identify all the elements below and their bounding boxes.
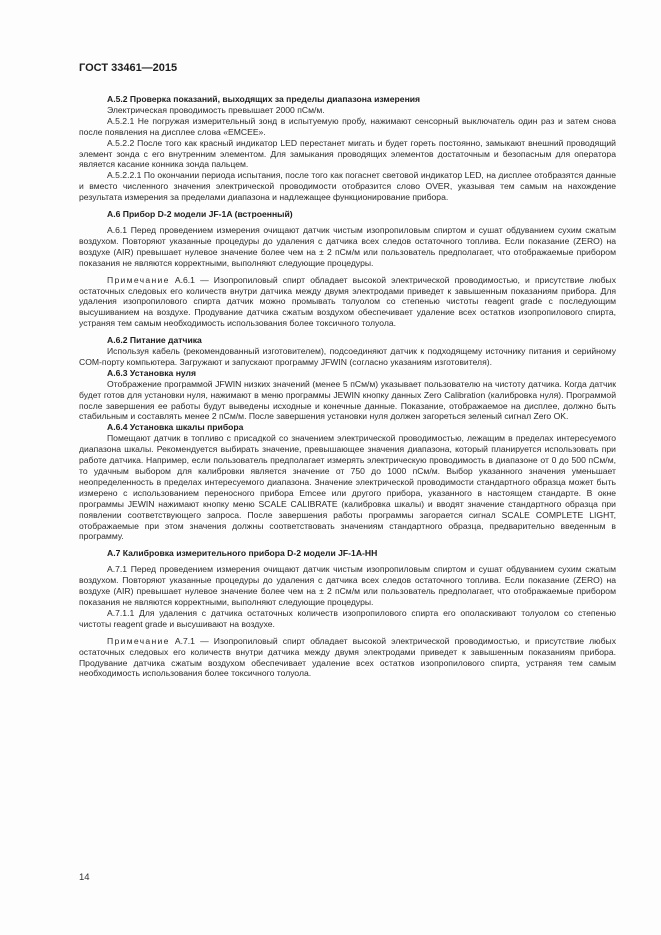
note	[79, 636, 616, 680]
note-label: Примечание	[107, 635, 170, 646]
document-header: ГОСТ 33461—2015	[79, 62, 178, 74]
note-label: Примечание	[107, 274, 170, 285]
note-text: А.6.1 — Изопропиловый спирт обладает высокой электрической проводимостью, и присутствие любых остаточных следовых его количеств внутри датчика между двумя электродами приведет к завышенным показаниям прибора. Для удаления изопропилового спирта датчик можно промывать толуолом со степенью чистоты reagent grade с последующим высушиванием на воздухе. Продувание датчика сжатым воздухом обеспечивает удаление всех остатков изопропилового спирта, устраняя тем самым необходимость использования более токсичного толуола.	[79, 274, 616, 329]
section-a62-heading: А.6.2 Питание датчика	[107, 335, 202, 346]
paragraph: Помещают датчик в топливо с присадкой со значением электрической проводимостью, лежащим в пределах интересуемого диапазона шкалы. Рекомендуется выбирать значение, превышающее значения диапазона, который планируется использовать при работе датчика. Например, если пользователь предполагает измерять электрическую проводимость в диапазоне от 0 до 500 пСм/м, то удачным выбором для калибровки является значение от 750 до 1000 пСм/м. Выбор указанного значения уменьшает неопределенность в пределах интересуемого диапазона. Значение электрической проводимости стандартного образца может быть измерено с использованием переносного прибора Emcee или другого прибора, указанного в настоящем стандарте. В окне программы JEWIN нажимают кнопку меню SCALE CALIBRATE (калибровка шкалы) и вводят значение стандартного образца при появлении соответствующего запроса. После завершения работы программы загорается сигнал SCALE COMPLETE LIGHT, отображаемые при этом значения должны соответствовать значениям стандартного образца, предварительно введенным в программу.	[79, 433, 616, 542]
paragraph: Электрическая проводимость превышает 2000 пСм/м.	[107, 104, 325, 115]
paragraph: А.7.1.1 Для удаления с датчика остаточных количеств изопропилового спирта его ополаскивают толуолом со степенью чистоты reagent grade и высушивают на воздухе.	[79, 607, 616, 629]
paragraph: А.7.1 Перед проведением измерения очищают датчик чистым изопропиловым спиртом и сушат обдуванием сухим сжатым воздухом. Повторяют указанные процедуры до удаления с датчика всех следов остаточного топлива. Если показание (ZERO) на воздухе (AIR) превышает нулевое значение более чем на ± 2 пСм/м или пользователь предполагает, что отображаемые прибором показания не являются корректными, выполняют следующие процедуры.	[79, 564, 616, 607]
section-a63-heading: А.6.3 Установка нуля	[107, 367, 197, 378]
page-number: 14	[79, 872, 90, 883]
note-text: А.7.1 — Изопропиловый спирт обладает высокой электрической проводимостью, и присутствие любых остаточных следовых его количеств внутри датчика между двумя электродами приведет к завышенным показаниям прибора. Продувание датчика сжатым воздухом обеспечивает удаление всех остатков изопропилового спирта, устраняя тем самым необходимость использования более токсичного толуола.	[79, 635, 616, 679]
section-a7-heading: А.7 Калибровка измерительного прибора D-2 модели JF-1A-HH	[107, 548, 378, 559]
paragraph: Используя кабель (рекомендованный изготовителем), подсоединяют датчик к подходящему источнику питания и серийному COM-порту компьютера. Загружают и запускают программу JFWIN (согласно указаниям изготовителя).	[79, 346, 616, 367]
paragraph: Отображение программой JFWIN низких значений (менее 5 пСм/м) указывает пользователю на чистоту датчика. Когда датчик будет готов для установки нуля, нажимают в меню программы JEWIN кнопку данных Zero Calibration (калибровка нуля). Программой после завершения ее работы будут выведены исходные и конечные данные. Показание, отображаемое на дисплее, должно быть стабильным и составлять менее 2 пСм/м. После завершения установки нуля должен загореться зеленый сигнал Zero OK.	[79, 378, 616, 422]
paragraph: А.5.2.2 После того как красный индикатор LED перестанет мигать и будет гореть постоянно, замыкают внешний проводящий элемент зонда с его внутренним элементом. Для замыкания проводящих элементов достаточным и безопасным для оператора является касание конника зонда пальцем.	[79, 137, 616, 170]
document-body	[79, 94, 616, 679]
section-a6-heading: А.6 Прибор D-2 модели JF-1A (встроенный)	[107, 209, 293, 220]
note	[79, 275, 616, 330]
paragraph: А.5.2.2.1 По окончании периода испытания, после того как погаснет световой индикатор LED, на дисплее отобразятся данные и вместо численного значения электрической проводимости отобразится слово OVER, указывая тем самым на нахождение результата измерения за пределами диапазона и надлежащее функционирование прибора.	[79, 170, 616, 203]
paragraph: А.5.2.1 Не погружая измерительный зонд в испытуемую пробу, нажимают сенсорный выключатель один раз и затем снова после появления на дисплее слова «EMCEE».	[79, 115, 616, 137]
paragraph: А.6.1 Перед проведением измерения очищают датчик чистым изопропиловым спиртом и сушат обдуванием сухим сжатым воздухом. Повторяют указанные процедуры до удаления с датчика всех следов остаточного топлива. Если показание (ZERO) на воздухе (AIR) превышает нулевое значение более чем на ± 2 пСм/м или пользователь предполагает, что отображаемые прибором показания не являются корректными, выполняют следующие процедуры.	[79, 224, 616, 268]
section-a64-heading: А.6.4 Установка шкалы прибора	[107, 422, 244, 433]
section-a52-heading: А.5.2 Проверка показаний, выходящих за пределы диапазона измерения	[107, 94, 421, 104]
